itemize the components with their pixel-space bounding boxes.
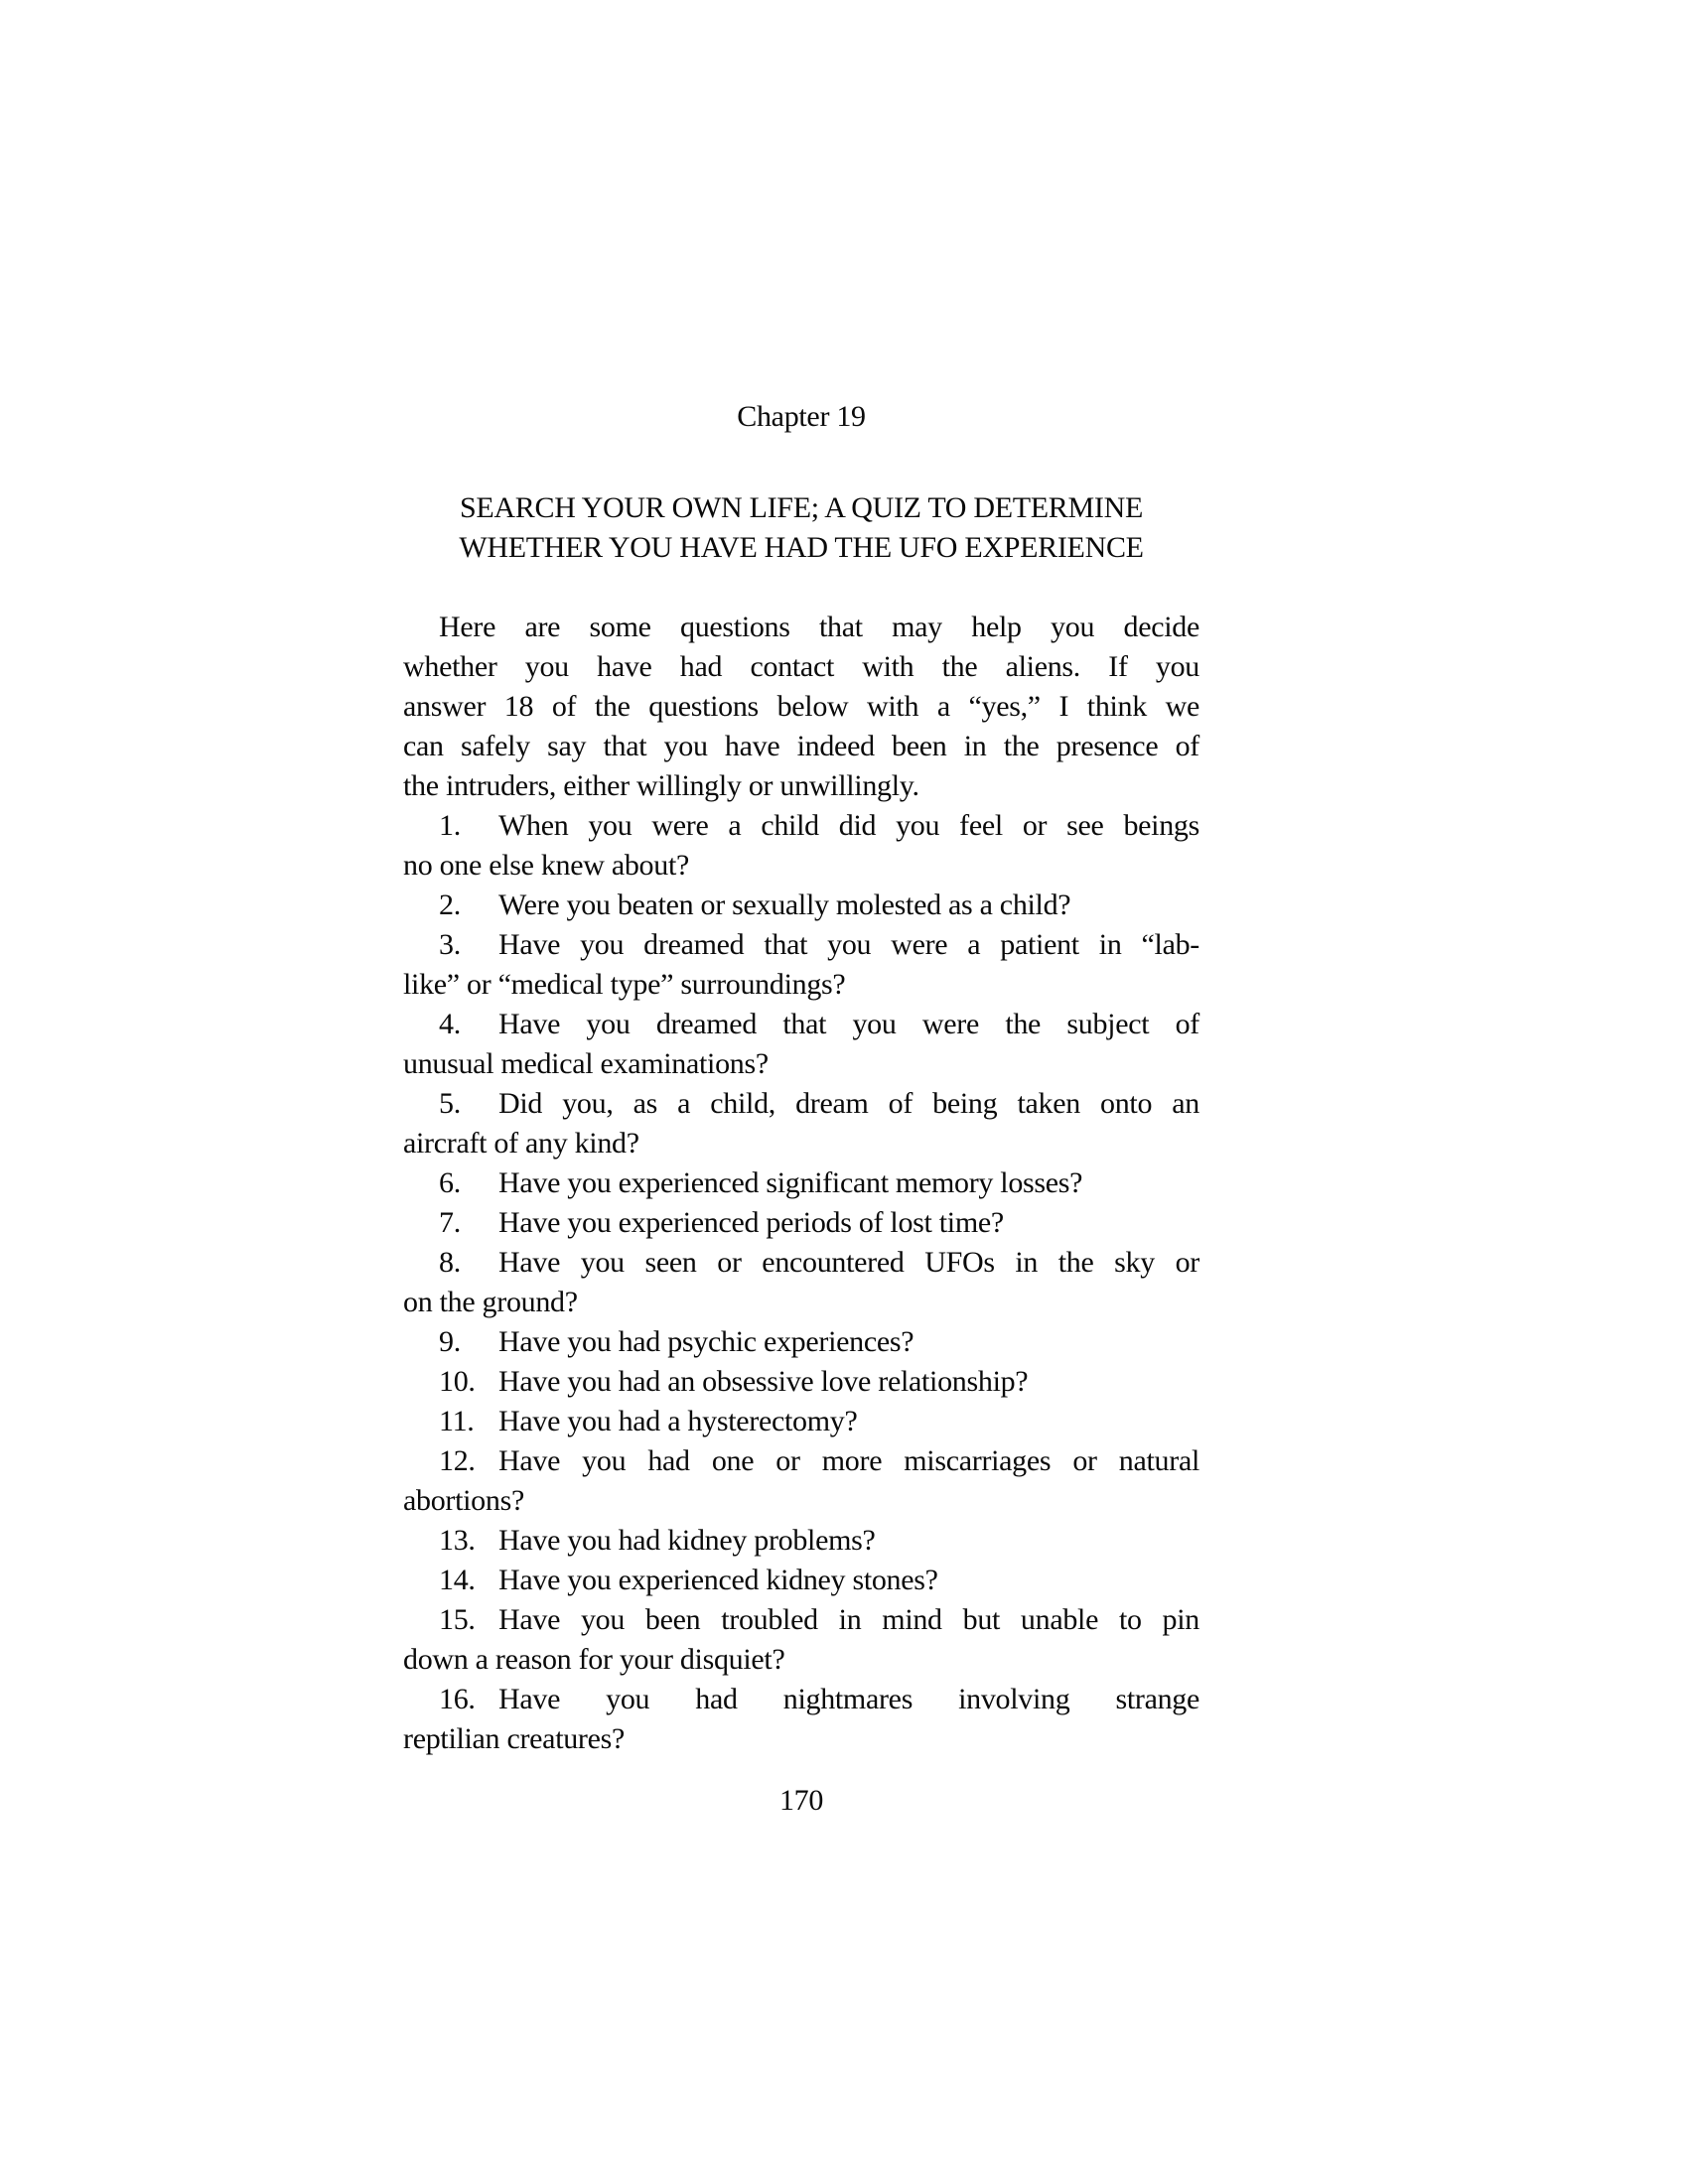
- intro-paragraph: [403, 608, 1199, 806]
- question-line: 8. Have you seen or encountered UFOs in the sky or: [403, 1243, 1199, 1283]
- question-line: 10. Have you had an obsessive love relationship?: [403, 1362, 1199, 1402]
- question-number: 1.: [439, 809, 461, 842]
- question-number: 12.: [439, 1444, 476, 1477]
- question-number: 8.: [439, 1246, 461, 1279]
- question-number: 15.: [439, 1603, 476, 1636]
- question-line: unusual medical examinations?: [403, 1047, 769, 1080]
- section-title-line: SEARCH YOUR OWN LIFE; A QUIZ TO DETERMINE: [460, 491, 1143, 524]
- question-line: like” or “medical type” surroundings?: [403, 968, 846, 1001]
- question-number: 7.: [439, 1206, 461, 1239]
- page-number: 170: [778, 1784, 824, 1817]
- question-line: down a reason for your disquiet?: [403, 1643, 785, 1676]
- question-line: aircraft of any kind?: [403, 1127, 639, 1160]
- paragraph-line: whether you have had contact with the aliens. If you: [403, 650, 1199, 683]
- question-number: 14.: [439, 1564, 476, 1596]
- question-line: 4. Have you dreamed that you were the subject of: [403, 1005, 1199, 1044]
- paragraph-line: Here are some questions that may help you decide: [439, 611, 1199, 643]
- text-column: [403, 397, 1199, 1821]
- question-line: 2. Were you beaten or sexually molested as a child?: [403, 886, 1199, 925]
- question-number: 2.: [439, 888, 461, 921]
- question-line: reptilian creatures?: [403, 1722, 626, 1755]
- question-number: 3.: [439, 928, 461, 961]
- paragraph-line: answer 18 of the questions below with a “yes,” I think we: [403, 690, 1199, 723]
- section-title: [403, 488, 1199, 568]
- question-line: no one else knew about?: [403, 849, 690, 882]
- question-line: abortions?: [403, 1484, 524, 1517]
- question-line: 1. When you were a child did you feel or see beings: [403, 806, 1199, 846]
- chapter-heading: Chapter 19: [737, 400, 866, 433]
- question-line: 11. Have you had a hysterectomy?: [403, 1402, 1199, 1441]
- paragraph-line: the intruders, either willingly or unwillingly.: [403, 769, 919, 802]
- question-line: 16. Have you had nightmares involving strange: [403, 1680, 1199, 1719]
- question-number: 16.: [439, 1683, 476, 1715]
- question-number: 9.: [439, 1325, 461, 1358]
- question-number: 6.: [439, 1166, 461, 1199]
- question-line: 9. Have you had psychic experiences?: [403, 1322, 1199, 1362]
- question-line: 7. Have you experienced periods of lost time?: [403, 1203, 1199, 1243]
- question-number: 5.: [439, 1087, 461, 1120]
- paragraph-line: can safely say that you have indeed been in the presence of: [403, 730, 1199, 762]
- question-line: 3. Have you dreamed that you were a patient in “lab-: [403, 925, 1199, 965]
- question-line: 13. Have you had kidney problems?: [403, 1521, 1199, 1561]
- question-line: on the ground?: [403, 1286, 578, 1318]
- question-line: 15. Have you been troubled in mind but unable to pin: [403, 1600, 1199, 1640]
- question-number: 10.: [439, 1365, 476, 1398]
- question-number: 4.: [439, 1008, 461, 1040]
- question-list: [403, 806, 1199, 1759]
- section-title-line: WHETHER YOU HAVE HAD THE UFO EXPERIENCE: [459, 531, 1144, 564]
- question-line: 5. Did you, as a child, dream of being taken onto an: [403, 1084, 1199, 1124]
- question-number: 11.: [439, 1405, 475, 1437]
- question-line: 6. Have you experienced significant memory losses?: [403, 1163, 1199, 1203]
- question-line: 12. Have you had one or more miscarriages or natural: [403, 1441, 1199, 1481]
- question-number: 13.: [439, 1524, 476, 1557]
- question-line: 14. Have you experienced kidney stones?: [403, 1561, 1199, 1600]
